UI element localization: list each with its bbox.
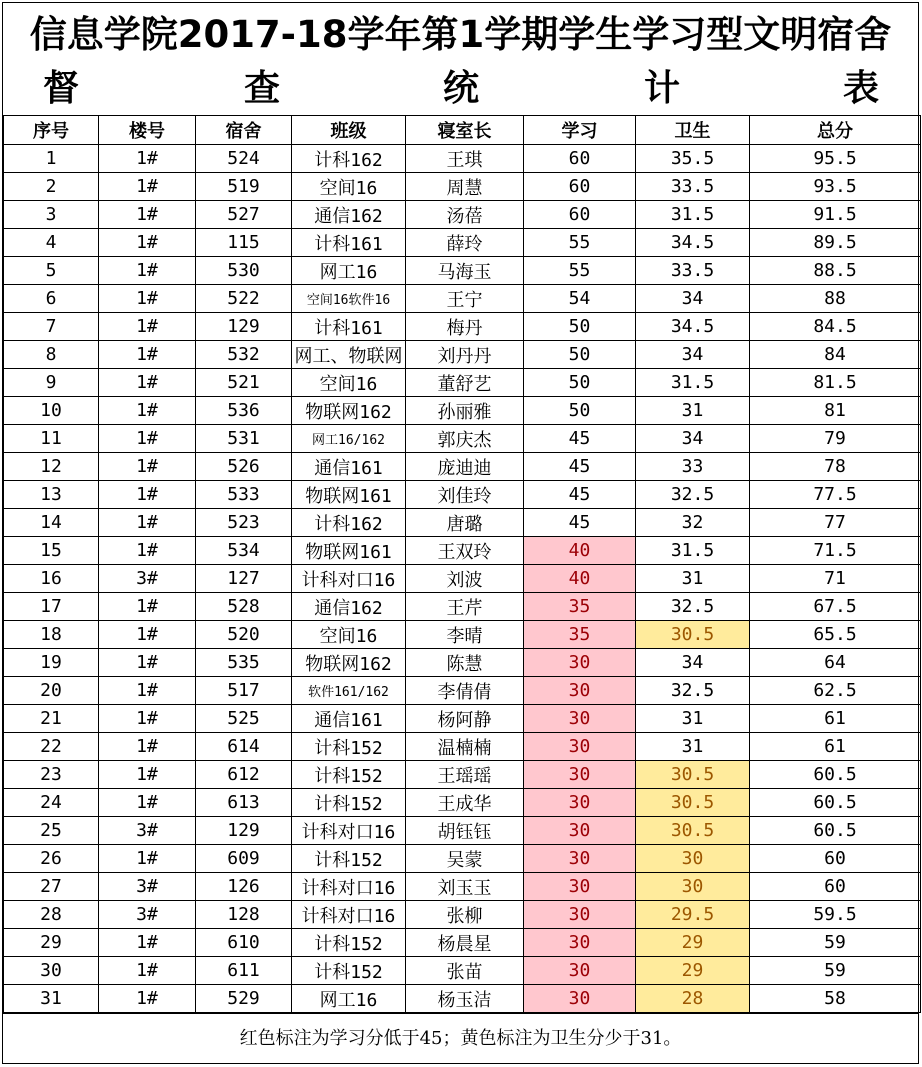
cell-total[interactable]: 60 — [750, 845, 921, 873]
cell-class[interactable]: 计科152 — [292, 733, 406, 761]
cell-hygiene[interactable]: 31 — [636, 705, 750, 733]
cell-building[interactable]: 1# — [99, 649, 196, 677]
cell-no[interactable]: 20 — [4, 677, 99, 705]
cell-no[interactable]: 21 — [4, 705, 99, 733]
cell-building[interactable]: 1# — [99, 621, 196, 649]
cell-hygiene[interactable]: 31.5 — [636, 369, 750, 397]
cell-class[interactable]: 网工16/162 — [292, 425, 406, 453]
cell-dorm-head[interactable]: 刘丹丹 — [406, 341, 524, 369]
cell-class[interactable]: 网工16 — [292, 985, 406, 1013]
cell-building[interactable]: 1# — [99, 733, 196, 761]
cell-building[interactable]: 1# — [99, 369, 196, 397]
cell-room[interactable]: 127 — [196, 565, 292, 593]
cell-class[interactable]: 计科对口16 — [292, 565, 406, 593]
cell-study[interactable]: 30 — [524, 705, 636, 733]
cell-total[interactable]: 78 — [750, 453, 921, 481]
cell-total[interactable]: 71.5 — [750, 537, 921, 565]
cell-hygiene[interactable]: 31.5 — [636, 537, 750, 565]
cell-hygiene[interactable]: 34 — [636, 285, 750, 313]
cell-no[interactable]: 12 — [4, 453, 99, 481]
cell-class[interactable]: 空间16软件16 — [292, 285, 406, 313]
cell-no[interactable]: 13 — [4, 481, 99, 509]
subtitle-char: 督 — [43, 68, 80, 109]
cell-class[interactable]: 计科对口16 — [292, 873, 406, 901]
table-row — [4, 789, 921, 817]
cell-no[interactable]: 10 — [4, 397, 99, 425]
cell-building[interactable]: 1# — [99, 705, 196, 733]
cell-hygiene[interactable]: 31.5 — [636, 201, 750, 229]
cell-total[interactable]: 60.5 — [750, 789, 921, 817]
cell-study[interactable]: 45 — [524, 481, 636, 509]
cell-total[interactable]: 67.5 — [750, 593, 921, 621]
cell-building[interactable]: 1# — [99, 509, 196, 537]
cell-no[interactable]: 19 — [4, 649, 99, 677]
cell-room[interactable]: 614 — [196, 733, 292, 761]
cell-dorm-head[interactable]: 王成华 — [406, 789, 524, 817]
table-row — [4, 537, 921, 565]
cell-dorm-head[interactable]: 胡钰钰 — [406, 817, 524, 845]
cell-hygiene[interactable]: 33 — [636, 453, 750, 481]
cell-class[interactable]: 网工16 — [292, 257, 406, 285]
table-row — [4, 649, 921, 677]
cell-hygiene[interactable]: 33.5 — [636, 257, 750, 285]
cell-hygiene[interactable]: 34 — [636, 649, 750, 677]
cell-study[interactable]: 30 — [524, 845, 636, 873]
table-row — [4, 817, 921, 845]
cell-total[interactable]: 61 — [750, 705, 921, 733]
cell-class[interactable]: 计科152 — [292, 929, 406, 957]
cell-building[interactable]: 1# — [99, 257, 196, 285]
cell-hygiene[interactable]: 32.5 — [636, 481, 750, 509]
cell-dorm-head[interactable]: 张柳 — [406, 901, 524, 929]
cell-dorm-head[interactable]: 温楠楠 — [406, 733, 524, 761]
cell-study[interactable]: 55 — [524, 257, 636, 285]
cell-building[interactable]: 1# — [99, 845, 196, 873]
cell-hygiene[interactable]: 30.5 — [636, 789, 750, 817]
cell-total[interactable]: 59.5 — [750, 901, 921, 929]
col-header-total[interactable]: 总分 — [750, 116, 921, 145]
cell-total[interactable]: 77 — [750, 509, 921, 537]
cell-room[interactable]: 531 — [196, 425, 292, 453]
cell-hygiene[interactable]: 29 — [636, 929, 750, 957]
cell-study[interactable]: 30 — [524, 929, 636, 957]
cell-hygiene[interactable]: 32.5 — [636, 593, 750, 621]
table-row — [4, 677, 921, 705]
table-row — [4, 845, 921, 873]
cell-class[interactable]: 通信162 — [292, 201, 406, 229]
cell-study[interactable]: 54 — [524, 285, 636, 313]
table-row — [4, 257, 921, 285]
cell-hygiene[interactable]: 34.5 — [636, 313, 750, 341]
cell-hygiene[interactable]: 30.5 — [636, 817, 750, 845]
cell-dorm-head[interactable]: 王双玲 — [406, 537, 524, 565]
cell-no[interactable]: 3 — [4, 201, 99, 229]
score-table — [3, 115, 921, 1013]
cell-study[interactable]: 60 — [524, 145, 636, 173]
cell-room[interactable]: 532 — [196, 341, 292, 369]
cell-hygiene[interactable]: 30.5 — [636, 621, 750, 649]
cell-hygiene[interactable]: 30 — [636, 845, 750, 873]
cell-room[interactable]: 536 — [196, 397, 292, 425]
cell-dorm-head[interactable]: 李晴 — [406, 621, 524, 649]
cell-no[interactable]: 5 — [4, 257, 99, 285]
cell-hygiene[interactable]: 29.5 — [636, 901, 750, 929]
cell-dorm-head[interactable]: 庞迪迪 — [406, 453, 524, 481]
cell-hygiene[interactable]: 31 — [636, 733, 750, 761]
cell-study[interactable]: 35 — [524, 621, 636, 649]
table-row — [4, 901, 921, 929]
col-header-no[interactable]: 序号 — [4, 116, 99, 145]
cell-total[interactable]: 88.5 — [750, 257, 921, 285]
cell-building[interactable]: 3# — [99, 901, 196, 929]
table-row — [4, 565, 921, 593]
cell-room[interactable]: 517 — [196, 677, 292, 705]
cell-dorm-head[interactable]: 王瑶瑶 — [406, 761, 524, 789]
cell-no[interactable]: 8 — [4, 341, 99, 369]
cell-room[interactable]: 527 — [196, 201, 292, 229]
cell-class[interactable]: 计科162 — [292, 509, 406, 537]
table-row — [4, 593, 921, 621]
cell-building[interactable]: 3# — [99, 565, 196, 593]
cell-dorm-head[interactable]: 周慧 — [406, 173, 524, 201]
cell-hygiene[interactable]: 31 — [636, 397, 750, 425]
table-row — [4, 481, 921, 509]
table-body — [4, 145, 921, 1013]
cell-no[interactable]: 14 — [4, 509, 99, 537]
cell-building[interactable]: 1# — [99, 145, 196, 173]
cell-dorm-head[interactable]: 王宁 — [406, 285, 524, 313]
table-row — [4, 145, 921, 173]
cell-study[interactable]: 50 — [524, 369, 636, 397]
cell-no[interactable]: 6 — [4, 285, 99, 313]
subtitle-char: 统 — [443, 68, 480, 109]
cell-study[interactable]: 30 — [524, 985, 636, 1013]
cell-study[interactable]: 35 — [524, 593, 636, 621]
cell-total[interactable]: 59 — [750, 929, 921, 957]
cell-study[interactable]: 50 — [524, 341, 636, 369]
table-row — [4, 369, 921, 397]
cell-study[interactable]: 50 — [524, 397, 636, 425]
cell-room[interactable]: 520 — [196, 621, 292, 649]
cell-no[interactable]: 22 — [4, 733, 99, 761]
cell-study[interactable]: 30 — [524, 901, 636, 929]
cell-building[interactable]: 1# — [99, 425, 196, 453]
cell-dorm-head[interactable]: 马海玉 — [406, 257, 524, 285]
cell-no[interactable]: 18 — [4, 621, 99, 649]
cell-study[interactable]: 30 — [524, 957, 636, 985]
cell-dorm-head[interactable]: 陈慧 — [406, 649, 524, 677]
cell-study[interactable]: 30 — [524, 649, 636, 677]
cell-total[interactable]: 61 — [750, 733, 921, 761]
table-row — [4, 341, 921, 369]
cell-room[interactable]: 612 — [196, 761, 292, 789]
cell-dorm-head[interactable]: 董舒艺 — [406, 369, 524, 397]
cell-room[interactable]: 533 — [196, 481, 292, 509]
cell-study[interactable]: 30 — [524, 873, 636, 901]
table-row — [4, 425, 921, 453]
cell-building[interactable]: 1# — [99, 593, 196, 621]
col-header-dorm-head[interactable]: 寝室长 — [406, 116, 524, 145]
cell-study[interactable]: 40 — [524, 537, 636, 565]
cell-no[interactable]: 25 — [4, 817, 99, 845]
table-row — [4, 509, 921, 537]
cell-class[interactable]: 计科162 — [292, 145, 406, 173]
cell-class[interactable]: 计科对口16 — [292, 817, 406, 845]
cell-hygiene[interactable]: 28 — [636, 985, 750, 1013]
cell-no[interactable]: 23 — [4, 761, 99, 789]
cell-class[interactable]: 计科152 — [292, 761, 406, 789]
cell-no[interactable]: 31 — [4, 985, 99, 1013]
cell-no[interactable]: 9 — [4, 369, 99, 397]
cell-dorm-head[interactable]: 王芹 — [406, 593, 524, 621]
cell-hygiene[interactable]: 30.5 — [636, 761, 750, 789]
cell-no[interactable]: 28 — [4, 901, 99, 929]
table-row — [4, 733, 921, 761]
cell-building[interactable]: 1# — [99, 789, 196, 817]
cell-dorm-head[interactable]: 张苗 — [406, 957, 524, 985]
cell-dorm-head[interactable]: 刘波 — [406, 565, 524, 593]
cell-total[interactable]: 91.5 — [750, 201, 921, 229]
col-header-building[interactable]: 楼号 — [99, 116, 196, 145]
cell-building[interactable]: 1# — [99, 453, 196, 481]
cell-hygiene[interactable]: 33.5 — [636, 173, 750, 201]
cell-room[interactable]: 522 — [196, 285, 292, 313]
cell-building[interactable]: 1# — [99, 957, 196, 985]
cell-dorm-head[interactable]: 吴蒙 — [406, 845, 524, 873]
col-header-class[interactable]: 班级 — [292, 116, 406, 145]
cell-study[interactable]: 30 — [524, 733, 636, 761]
cell-class[interactable]: 空间16 — [292, 173, 406, 201]
cell-total[interactable]: 58 — [750, 985, 921, 1013]
cell-class[interactable]: 通信162 — [292, 593, 406, 621]
cell-building[interactable]: 1# — [99, 397, 196, 425]
cell-class[interactable]: 物联网161 — [292, 481, 406, 509]
cell-room[interactable]: 530 — [196, 257, 292, 285]
cell-no[interactable]: 15 — [4, 537, 99, 565]
cell-dorm-head[interactable]: 郭庆杰 — [406, 425, 524, 453]
cell-no[interactable]: 27 — [4, 873, 99, 901]
cell-no[interactable]: 7 — [4, 313, 99, 341]
subtitle-char: 表 — [843, 68, 880, 109]
cell-total[interactable]: 64 — [750, 649, 921, 677]
cell-room[interactable]: 129 — [196, 313, 292, 341]
cell-building[interactable]: 1# — [99, 313, 196, 341]
cell-room[interactable]: 613 — [196, 789, 292, 817]
cell-class[interactable]: 计科对口16 — [292, 901, 406, 929]
cell-room[interactable]: 610 — [196, 929, 292, 957]
table-row — [4, 705, 921, 733]
legend-note: 红色标注为学习分低于45；黄色标注为卫生分少于31。 — [3, 1013, 918, 1064]
cell-room[interactable]: 128 — [196, 901, 292, 929]
cell-study[interactable]: 45 — [524, 509, 636, 537]
cell-class[interactable]: 网工、物联网 — [292, 341, 406, 369]
cell-no[interactable]: 1 — [4, 145, 99, 173]
cell-total[interactable]: 60 — [750, 873, 921, 901]
cell-total[interactable]: 95.5 — [750, 145, 921, 173]
col-header-room[interactable]: 宿舍 — [196, 116, 292, 145]
cell-dorm-head[interactable]: 汤蓓 — [406, 201, 524, 229]
cell-room[interactable]: 519 — [196, 173, 292, 201]
cell-room[interactable]: 526 — [196, 453, 292, 481]
table-row — [4, 985, 921, 1013]
col-header-study[interactable]: 学习 — [524, 116, 636, 145]
cell-room[interactable]: 126 — [196, 873, 292, 901]
cell-total[interactable]: 88 — [750, 285, 921, 313]
cell-class[interactable]: 计科152 — [292, 957, 406, 985]
cell-total[interactable]: 60.5 — [750, 761, 921, 789]
table-row — [4, 313, 921, 341]
cell-dorm-head[interactable]: 薛玲 — [406, 229, 524, 257]
table-row — [4, 957, 921, 985]
table-row — [4, 397, 921, 425]
cell-dorm-head[interactable]: 唐璐 — [406, 509, 524, 537]
table-row — [4, 201, 921, 229]
cell-total[interactable]: 60.5 — [750, 817, 921, 845]
cell-study[interactable]: 45 — [524, 453, 636, 481]
cell-room[interactable]: 528 — [196, 593, 292, 621]
cell-no[interactable]: 26 — [4, 845, 99, 873]
cell-class[interactable]: 通信161 — [292, 705, 406, 733]
cell-class[interactable]: 空间16 — [292, 621, 406, 649]
table-row — [4, 761, 921, 789]
cell-no[interactable]: 4 — [4, 229, 99, 257]
cell-room[interactable]: 524 — [196, 145, 292, 173]
cell-study[interactable]: 45 — [524, 425, 636, 453]
cell-total[interactable]: 89.5 — [750, 229, 921, 257]
cell-class[interactable]: 计科161 — [292, 229, 406, 257]
cell-hygiene[interactable]: 35.5 — [636, 145, 750, 173]
cell-study[interactable]: 30 — [524, 789, 636, 817]
cell-total[interactable]: 59 — [750, 957, 921, 985]
cell-no[interactable]: 16 — [4, 565, 99, 593]
cell-room[interactable]: 611 — [196, 957, 292, 985]
cell-study[interactable]: 50 — [524, 313, 636, 341]
col-header-hygiene[interactable]: 卫生 — [636, 116, 750, 145]
table-row — [4, 873, 921, 901]
subtitle-char: 查 — [244, 68, 281, 109]
cell-hygiene[interactable]: 29 — [636, 957, 750, 985]
cell-hygiene[interactable]: 34 — [636, 341, 750, 369]
cell-class[interactable]: 物联网162 — [292, 397, 406, 425]
cell-building[interactable]: 3# — [99, 873, 196, 901]
cell-dorm-head[interactable]: 杨玉洁 — [406, 985, 524, 1013]
cell-building[interactable]: 1# — [99, 201, 196, 229]
cell-building[interactable]: 1# — [99, 985, 196, 1013]
cell-dorm-head[interactable]: 杨阿静 — [406, 705, 524, 733]
cell-building[interactable]: 1# — [99, 929, 196, 957]
cell-building[interactable]: 1# — [99, 229, 196, 257]
cell-total[interactable]: 81 — [750, 397, 921, 425]
cell-building[interactable]: 1# — [99, 173, 196, 201]
header-row — [4, 116, 921, 145]
cell-room[interactable]: 115 — [196, 229, 292, 257]
cell-hygiene[interactable]: 32.5 — [636, 677, 750, 705]
cell-total[interactable]: 93.5 — [750, 173, 921, 201]
cell-class[interactable]: 物联网161 — [292, 537, 406, 565]
cell-hygiene[interactable]: 30 — [636, 873, 750, 901]
cell-building[interactable]: 3# — [99, 817, 196, 845]
cell-dorm-head[interactable]: 杨晨星 — [406, 929, 524, 957]
cell-room[interactable]: 523 — [196, 509, 292, 537]
table-row — [4, 453, 921, 481]
cell-building[interactable]: 1# — [99, 285, 196, 313]
cell-total[interactable]: 79 — [750, 425, 921, 453]
cell-dorm-head[interactable]: 梅丹 — [406, 313, 524, 341]
cell-hygiene[interactable]: 34.5 — [636, 229, 750, 257]
table-row — [4, 173, 921, 201]
cell-room[interactable]: 521 — [196, 369, 292, 397]
cell-class[interactable]: 物联网162 — [292, 649, 406, 677]
table-row — [4, 621, 921, 649]
cell-no[interactable]: 11 — [4, 425, 99, 453]
cell-study[interactable]: 55 — [524, 229, 636, 257]
cell-building[interactable]: 1# — [99, 341, 196, 369]
cell-class[interactable]: 软件161/162 — [292, 677, 406, 705]
cell-study[interactable]: 30 — [524, 761, 636, 789]
cell-room[interactable]: 529 — [196, 985, 292, 1013]
cell-building[interactable]: 1# — [99, 537, 196, 565]
cell-total[interactable]: 71 — [750, 565, 921, 593]
cell-room[interactable]: 534 — [196, 537, 292, 565]
cell-study[interactable]: 30 — [524, 677, 636, 705]
cell-hygiene[interactable]: 34 — [636, 425, 750, 453]
cell-class[interactable]: 计科152 — [292, 845, 406, 873]
cell-study[interactable]: 30 — [524, 817, 636, 845]
table-row — [4, 929, 921, 957]
cell-total[interactable]: 84.5 — [750, 313, 921, 341]
cell-study[interactable]: 40 — [524, 565, 636, 593]
cell-hygiene[interactable]: 32 — [636, 509, 750, 537]
cell-no[interactable]: 24 — [4, 789, 99, 817]
cell-class[interactable]: 通信161 — [292, 453, 406, 481]
cell-dorm-head[interactable]: 刘佳玲 — [406, 481, 524, 509]
cell-total[interactable]: 65.5 — [750, 621, 921, 649]
cell-room[interactable]: 535 — [196, 649, 292, 677]
cell-building[interactable]: 1# — [99, 761, 196, 789]
sheet-subtitle — [3, 63, 918, 115]
cell-no[interactable]: 17 — [4, 593, 99, 621]
cell-room[interactable]: 525 — [196, 705, 292, 733]
cell-total[interactable]: 62.5 — [750, 677, 921, 705]
sheet-title: 信息学院2017-18学年第1学期学生学习型文明宿舍 — [29, 13, 892, 56]
cell-dorm-head[interactable]: 刘玉玉 — [406, 873, 524, 901]
cell-building[interactable]: 1# — [99, 677, 196, 705]
cell-dorm-head[interactable]: 孙丽雅 — [406, 397, 524, 425]
subtitle-char: 计 — [644, 68, 681, 109]
cell-building[interactable]: 1# — [99, 481, 196, 509]
cell-total[interactable]: 81.5 — [750, 369, 921, 397]
table-row — [4, 285, 921, 313]
cell-hygiene[interactable]: 31 — [636, 565, 750, 593]
cell-no[interactable]: 30 — [4, 957, 99, 985]
cell-total[interactable]: 77.5 — [750, 481, 921, 509]
cell-class[interactable]: 计科152 — [292, 789, 406, 817]
cell-study[interactable]: 60 — [524, 173, 636, 201]
cell-class[interactable]: 空间16 — [292, 369, 406, 397]
cell-dorm-head[interactable]: 李倩倩 — [406, 677, 524, 705]
cell-study[interactable]: 60 — [524, 201, 636, 229]
cell-no[interactable]: 2 — [4, 173, 99, 201]
cell-total[interactable]: 84 — [750, 341, 921, 369]
cell-room[interactable]: 129 — [196, 817, 292, 845]
cell-no[interactable]: 29 — [4, 929, 99, 957]
cell-room[interactable]: 609 — [196, 845, 292, 873]
cell-dorm-head[interactable]: 王琪 — [406, 145, 524, 173]
spreadsheet-sheet — [2, 2, 919, 1064]
cell-class[interactable]: 计科161 — [292, 313, 406, 341]
table-row — [4, 229, 921, 257]
